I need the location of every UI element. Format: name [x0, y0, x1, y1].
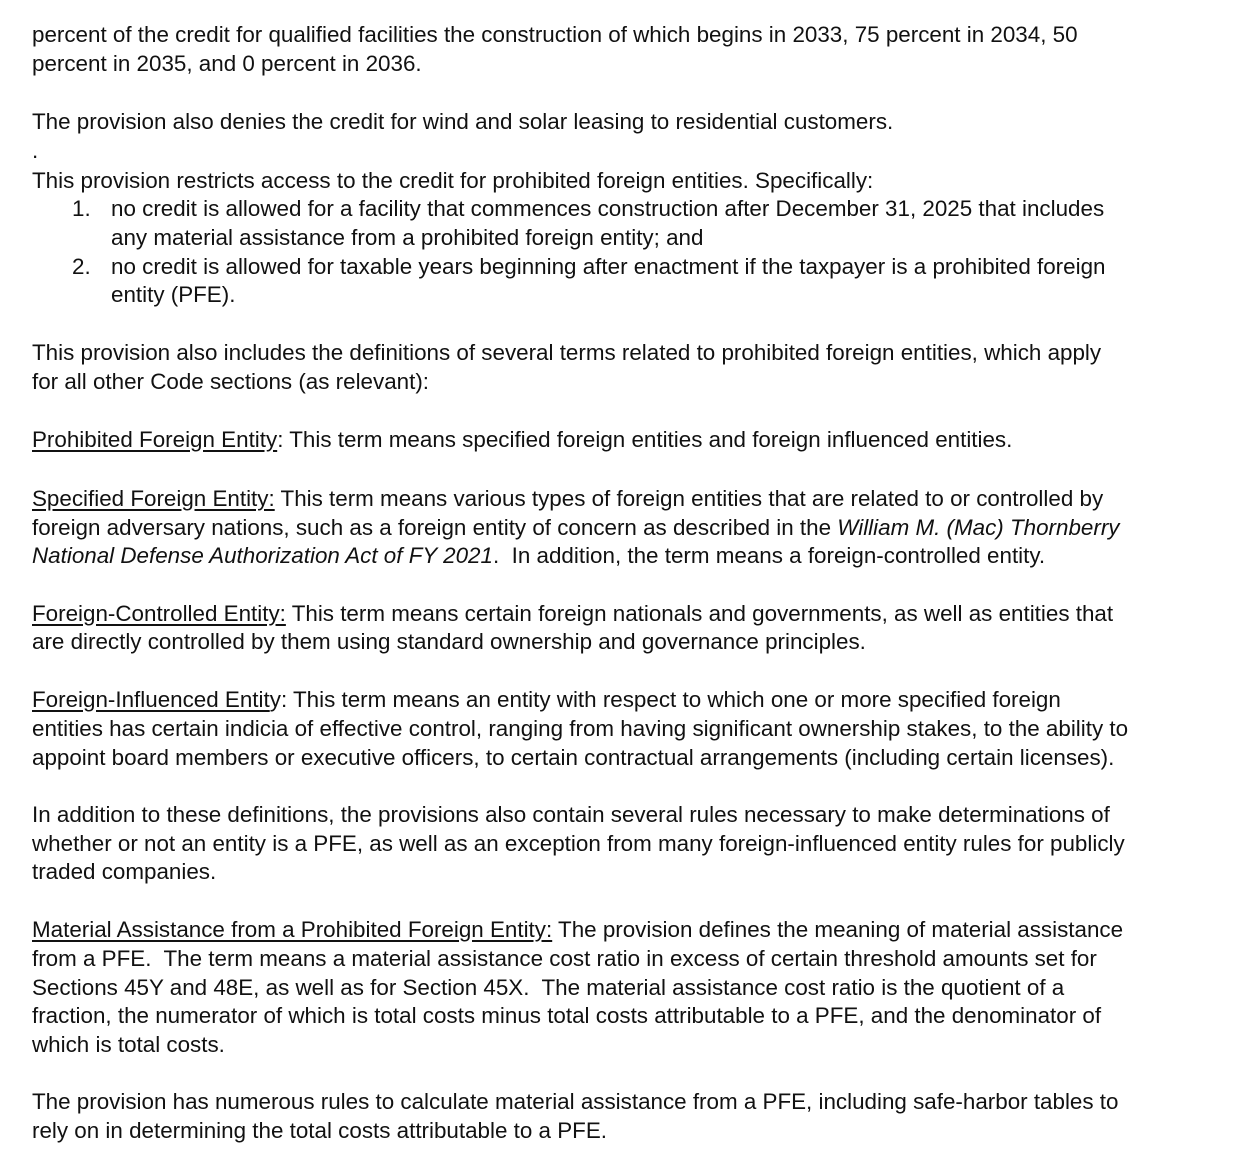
term-heading: Foreign-Influenced Entit — [32, 687, 270, 712]
paragraph-definitions-intro-line-1: This provision also includes the definitions of several terms related to prohibited foreign entities, which apply — [32, 340, 1102, 365]
paragraph-leasing: The provision also denies the credit for wind and solar leasing to residential customers. — [32, 109, 894, 134]
term-heading: Foreign-Controlled Entity: — [32, 601, 286, 626]
list-item-line: any material assistance from a prohibited foreign entity; and — [111, 225, 704, 250]
definition-text-line: are directly controlled by them using standard ownership and governance principles. — [32, 629, 866, 654]
definition-text-line: Sections 45Y and 48E, as well as for Section 45X. The material assistance cost ratio is the quotient of a — [32, 975, 1065, 1000]
definition-text: This term means various types of foreign entities that are related to or controlled by — [274, 486, 1104, 511]
definition-material-assistance — [32, 916, 1123, 944]
definition-specified-foreign-entity — [32, 485, 1103, 513]
paragraph-rules-line-2: whether or not an entity is a PFE, as well as an exception from many foreign-influenced entity rules for publicly — [32, 831, 1125, 856]
list-item-line: no credit is allowed for taxable years beginning after enactment if the taxpayer is a prohibited foreign — [111, 254, 1106, 279]
definition-text-line — [32, 514, 1119, 542]
definition-text: This term means specified foreign entities and foreign influenced entities. — [283, 427, 1013, 452]
paragraph-restricts: This provision restricts access to the credit for prohibited foreign entities. Specifically: — [32, 168, 874, 193]
paragraph-rules-line-1: In addition to these definitions, the provisions also contain several rules necessary to make determinations of — [32, 802, 1110, 827]
paragraph-rules-line-3: traded companies. — [32, 859, 217, 884]
definition-text: This term means certain foreign nationals and governments, as well as entities that — [285, 601, 1114, 626]
term-colon: : — [277, 427, 284, 452]
term-heading: Specified Foreign Entity: — [32, 486, 275, 511]
definition-text-line — [32, 542, 1045, 570]
definition-prohibited-foreign-entity — [32, 426, 1012, 454]
paragraph-safe-harbor-line-1: The provision has numerous rules to calculate material assistance from a PFE, including safe-harbor tables to — [32, 1089, 1119, 1114]
paragraph-phaseout-line-2: percent in 2035, and 0 percent in 2036. — [32, 51, 422, 76]
paragraph-phaseout-line-1: percent of the credit for qualified facilities the construction of which begins in 2033, 75 percent in 2034, 50 — [32, 22, 1078, 47]
definition-text-line: from a PFE. The term means a material assistance cost ratio in excess of certain threshold amounts set for — [32, 946, 1097, 971]
list-item-line: no credit is allowed for a facility that commences construction after December 31, 2025 that includes — [111, 196, 1105, 221]
term-heading-rest: y — [269, 687, 281, 712]
definition-text-line: fraction, the numerator of which is total costs minus total costs attributable to a PFE, and the denominator of — [32, 1003, 1102, 1028]
definition-text: . In addition, the term means a foreign-controlled entity. — [492, 543, 1046, 568]
paragraph-definitions-intro-line-2: for all other Code sections (as relevant): — [32, 369, 429, 394]
term-heading: Prohibited Foreign Entity — [32, 427, 278, 452]
definition-foreign-influenced-entity — [32, 686, 1061, 714]
list-item-line: entity (PFE). — [111, 282, 236, 307]
list-number: 2. — [72, 254, 91, 279]
list-number: 1. — [72, 196, 91, 221]
term-heading: Material Assistance from a Prohibited Foreign Entity: — [32, 917, 553, 942]
act-title-italic: William M. (Mac) Thornberry — [837, 515, 1120, 540]
definition-foreign-controlled-entity — [32, 600, 1113, 628]
definition-text: The provision defines the meaning of material assistance — [552, 917, 1124, 942]
definition-text-line: appoint board members or executive officers, to certain contractual arrangements (including certain licenses). — [32, 745, 1115, 770]
stray-period: . — [32, 138, 39, 163]
paragraph-safe-harbor-line-2: rely on in determining the total costs attributable to a PFE. — [32, 1118, 607, 1143]
definition-text-line: entities has certain indicia of effective control, ranging from having significant ownership stakes, to the ability to — [32, 716, 1129, 741]
definition-text: : This term means an entity with respect to which one or more specified foreign — [280, 687, 1061, 712]
act-title-italic: National Defense Authorization Act of FY 2021 — [32, 543, 493, 568]
definition-text: foreign adversary nations, such as a foreign entity of concern as described in the — [32, 515, 838, 540]
definition-text-line: which is total costs. — [32, 1032, 225, 1057]
